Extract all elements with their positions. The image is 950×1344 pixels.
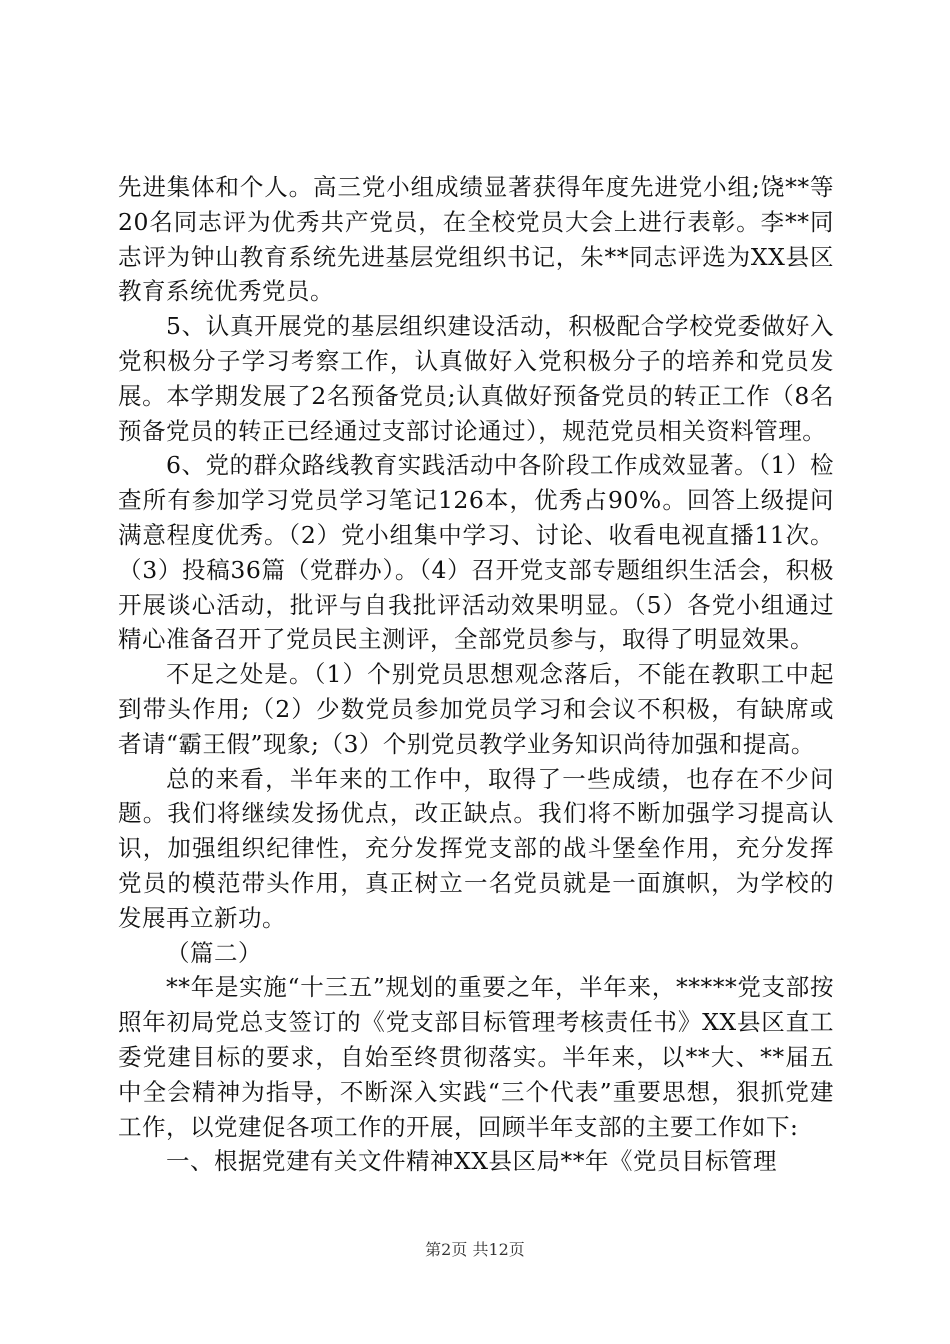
paragraph-4: 不足之处是。（1）个别党员思想观念落后，不能在教职工中起到带头作用;（2）少数党员参加党员学习和会议不积极，有缺席或者请“霸王假”现象;（3）个别党员教学业务知识尚待加强和提高。 [118,660,834,758]
document-body [118,170,834,1179]
paragraph-1: 先进集体和个人。高三党小组成绩显著获得年度先进党小组;饶**等20名同志评为优秀共产党员，在全校党员大会上进行表彰。李**同志评为钟山教育系统先进基层党组织书记，朱**同志评选为XX县区教育系统优秀党员。 [118,173,834,306]
paragraph-5: 总的来看，半年来的工作中，取得了一些成绩，也存在不少问题。我们将继续发扬优点，改正缺点。我们将不断加强学习提高认识，加强组织纪律性，充分发挥党支部的战斗堡垒作用，充分发挥党员的模范带头作用，真正树立一名党员就是一面旗帜，为学校的发展再立新功。 [118,764,834,932]
section-heading: （篇二） [166,938,262,967]
paragraph-2: 5、认真开展党的基层组织建设活动，积极配合学校党委做好入党积极分子学习考察工作，认真做好入党积极分子的培养和党员发展。本学期发展了2名预备党员;认真做好预备党员的转正工作（8名预备党员的转正已经通过支部讨论通过），规范党员相关资料管理。 [118,312,834,445]
paragraph-3: 6、党的群众路线教育实践活动中各阶段工作成效显著。（1）检查所有参加学习党员学习笔记126本，优秀占90%。回答上级提问满意程度优秀。（2）党小组集中学习、讨论、收看电视直播11次。（3）投稿36篇（党群办）。（4）召开党支部专题组织生活会，积极开展谈心活动，批评与自我批评活动效果明显。（5）各党小组通过精心准备召开了党员民主测评，全部党员参与，取得了明显效果。 [118,451,834,654]
paragraph-6: **年是实施“十三五”规划的重要之年，半年来，*****党支部按照年初局党总支签订的《党支部目标管理考核责任书》XX县区直工委党建目标的要求，自始至终贯彻落实。半年来，以**大、**届五中全会精神为指导，不断深入实践“三个代表”重要思想，狠抓党建工作，以党建促各项工作的开展，回顾半年支部的主要工作如下: [118,973,834,1141]
page-number: 第2页 共12页 [425,1240,525,1259]
paragraph-7: 一、根据党建有关文件精神XX县区局**年《党员目标管理 [166,1147,777,1176]
